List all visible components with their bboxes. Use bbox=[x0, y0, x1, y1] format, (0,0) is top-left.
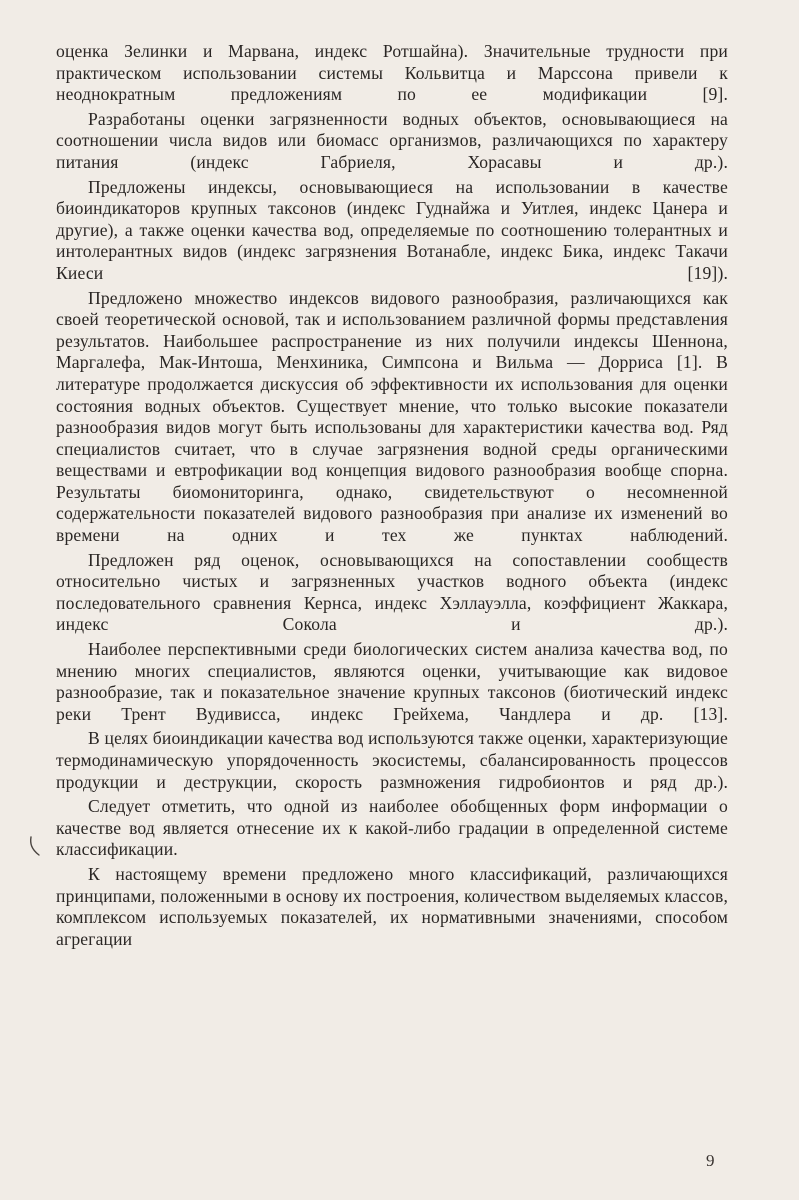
paragraph-4: Предложено множество индексов видового разнообразия, различающихся как своей теоретической основой, так и использованием различной формы представления результатов. Наибольшее распространение из них получили индексы Шеннона, Маргалефа, Мак-Интоша, Менхиника, Симпсона и Вильма — Дорриса [1]. В литературе продолжается дискуссия об эффективности их использования для оценки состояния водных объектов. Существует мнение, что только высокие показатели разнообразия видов могут быть использованы для характеристики качества вод. Ряд специалистов считает, что в случае загрязнения водной среды органическими веществами и евтрофикации вод концепция видового разнообразия вообще спорна. Результаты биомониторинга, однако, свидетельствуют о несомненной содержательности показателей видового разнообразия при анализе их изменений во времени на одних и тех же пунктах наблюдений. bbox=[56, 287, 728, 546]
paragraph-5: Предложен ряд оценок, основывающихся на сопоставлении сообществ относительно чистых и загрязненных участков водного объекта (индекс последовательного сравнения Кернса, индекс Хэллауэлла, коэффициент Жаккара, индекс Сокола и др.). bbox=[56, 549, 728, 635]
paragraph-2: Разработаны оценки загрязненности водных объектов, основывающиеся на соотношении числа видов или биомасс организмов, различающихся по характеру питания (индекс Габриеля, Хорасавы и др.). bbox=[56, 108, 728, 172]
paragraph-9: К настоящему времени предложено много классификаций, различающихся принципами, положенными в основу их построения, количеством выделяемых классов, комплексом используемых показателей, их нормативными значениями, способом агрегации bbox=[56, 863, 728, 949]
paragraph-6: Наиболее перспективными среди биологических систем анализа качества вод, по мнению многих специалистов, являются оценки, учитывающие как видовое разнообразие, так и показательное значение крупных таксонов (биотический индекс реки Трент Вудивисса, индекс Грейхема, Чандлера и др. [13]. bbox=[56, 639, 728, 724]
paragraph-7: В целях биоиндикации качества вод используются также оценки, характеризующие термодинамическую упорядоченность экосистемы, сбалансированность процессов продукции и деструкции, скорость размножения гидробионтов и ряд др.). bbox=[56, 728, 728, 792]
pencil-mark-icon bbox=[28, 835, 42, 857]
paragraph-1: оценка Зелинки и Марвана, индекс Ротшайна). Значительные трудности при практическом использовании системы Кольвитца и Марссона привели к неоднократным предложениям по ее модификации [9]. bbox=[56, 41, 728, 105]
paragraph-8: Следует отметить, что одной из наиболее обобщенных форм информации о качестве вод является отнесение их к какой-либо градации в определенной системе классификации. bbox=[56, 796, 728, 860]
paragraph-3: Предложены индексы, основывающиеся на использовании в качестве биоиндикаторов крупных таксонов (индекс Гуднайжа и Уитлея, индекс Цанера и другие), а также оценки качества вод, определяемые по соотношению толерантных и интолерантных видов (индекс загрязнения Вотанабле, индекс Бика, индекс Такачи Киеси [19]). bbox=[56, 176, 728, 283]
body-text bbox=[56, 41, 728, 950]
page-number: 9 bbox=[706, 1151, 715, 1170]
